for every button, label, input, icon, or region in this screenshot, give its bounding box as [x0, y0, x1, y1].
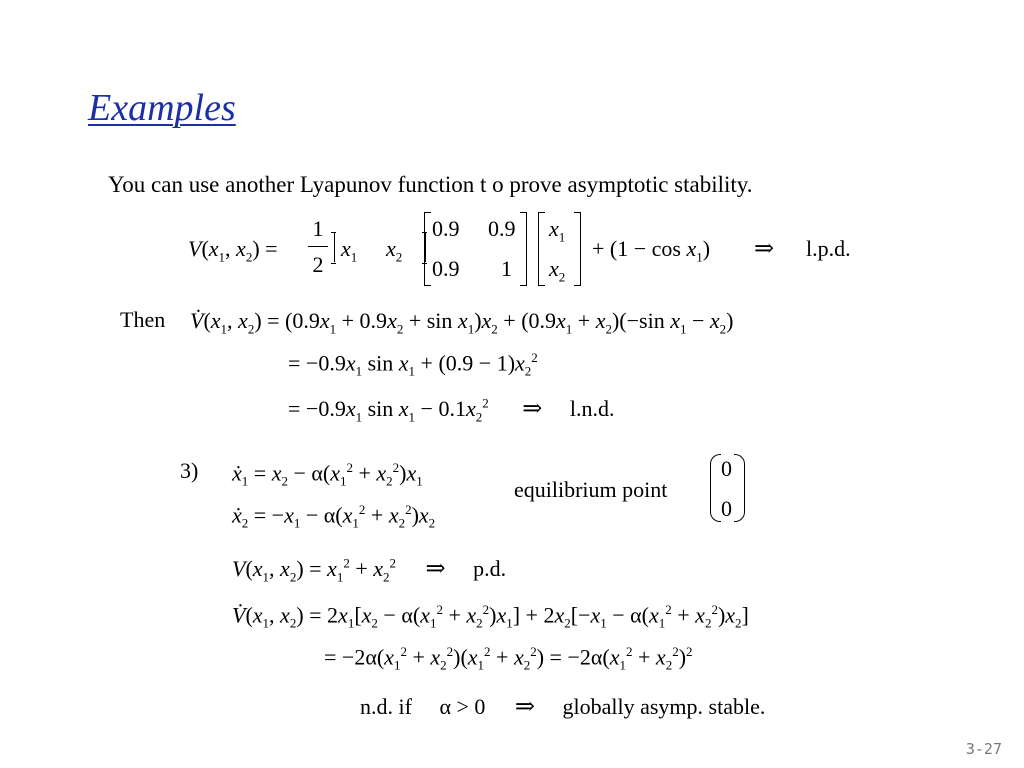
vdot3-line-2: = $-2\alpha(x_1^2 + x_2^2)(x_1^2 + x_2^2) = -2\alpha(x_1^2 + x_2^2)^2$ — [324, 644, 693, 673]
conclusion-condition: α > 0 — [439, 694, 486, 719]
matrix-cell-11: 0.9 — [432, 216, 460, 241]
paren-left — [710, 454, 721, 522]
equilibrium-vector — [710, 454, 746, 524]
matrix-bracket-left — [424, 212, 431, 286]
equilibrium-label: equilibrium point — [514, 477, 668, 502]
half-numerator: 1 — [312, 216, 324, 241]
equilibrium-x1: 0 — [721, 456, 732, 481]
implies-symbol-3: ⇒ — [425, 556, 446, 582]
row-bracket-left — [331, 232, 336, 264]
paren-right — [734, 454, 745, 522]
page-number: 3-27 — [965, 740, 1002, 758]
slide-title: Examples — [88, 87, 236, 129]
v3-result-pd: p.d. — [473, 556, 507, 581]
implies-symbol: ⇒ — [754, 236, 775, 262]
v-definition-block — [188, 210, 888, 290]
matrix-cell-22: 1 — [501, 256, 512, 281]
matrix-cell-12: 0.9 — [488, 216, 516, 241]
conclusion-line — [360, 692, 765, 721]
vdot-line-2: = $-0.9x_1$ $\sin x_1 + (0.9 - 1)x_2^2$ — [288, 350, 538, 379]
row-vector-x1: $x_1$ — [341, 236, 358, 265]
intro-text: You can use another Lyapunov function t o prove asymptotic stability. — [108, 172, 753, 197]
colvec-bracket-right — [574, 212, 581, 286]
half-denominator: 2 — [312, 252, 324, 277]
conclusion-left: n.d. if — [360, 694, 412, 719]
v3-definition: $V(x_1$, $x_2) = x_1^2 + x_2^2$ ⇒ p.d. — [232, 555, 507, 585]
vdot-result-lnd: l.n.d. — [569, 396, 615, 421]
vdot-line-3: = $-0.9x_1$ $\sin x_1 - 0.1x_2^2$ ⇒ l.n.d. — [288, 395, 615, 425]
fraction-bar — [308, 246, 328, 247]
then-label: Then — [120, 307, 166, 332]
colvec-x2: $x_2$ — [549, 256, 566, 285]
system-eq-2: ẋ$_2$ = $-x_1 - \alpha(x_1^2 + x_2^2)x_2$ — [232, 502, 436, 531]
matrix-bracket-right — [520, 212, 527, 286]
implies-symbol-4: ⇒ — [514, 694, 535, 720]
colvec-bracket-left — [538, 212, 545, 286]
example-3-label: 3) — [180, 458, 199, 483]
v-tail: + $(1 - \cos x_1)$ — [592, 236, 711, 265]
system-eq-1: ẋ$_1$ = $x_2 - \alpha(x_1^2 + x_2^2)x_1$ — [232, 460, 423, 489]
implies-symbol-2: ⇒ — [522, 396, 543, 422]
row-vector-x2: $x_2$ — [386, 236, 403, 265]
matrix-cell-21: 0.9 — [432, 256, 460, 281]
vdot3-line-1: $V̇(x_1$, $x_2) = 2x_1[x_2 - \alpha(x_1^2 + x_2^2)x_1] + 2x_2[-x_1 - \alpha(x_1^2 + x_2^2)x_2]$ — [232, 602, 749, 631]
conclusion-right: globally asymp. stable. — [562, 694, 766, 719]
colvec-x1: $x_1$ — [549, 216, 566, 245]
equilibrium-x2: 0 — [721, 496, 732, 521]
vdot-line-1: $V̇(x_1$, $x_2) = (0.9x_1 + 0.9x_2 + \sin x_1)x_2 + (0.9x_1 + x_2)(-\sin$ $x_1 - x_2$) — [190, 308, 734, 337]
v-result-lpd: l.p.d. — [806, 236, 851, 261]
v-label: $V(x_1$, $x_2$) = — [188, 236, 278, 265]
